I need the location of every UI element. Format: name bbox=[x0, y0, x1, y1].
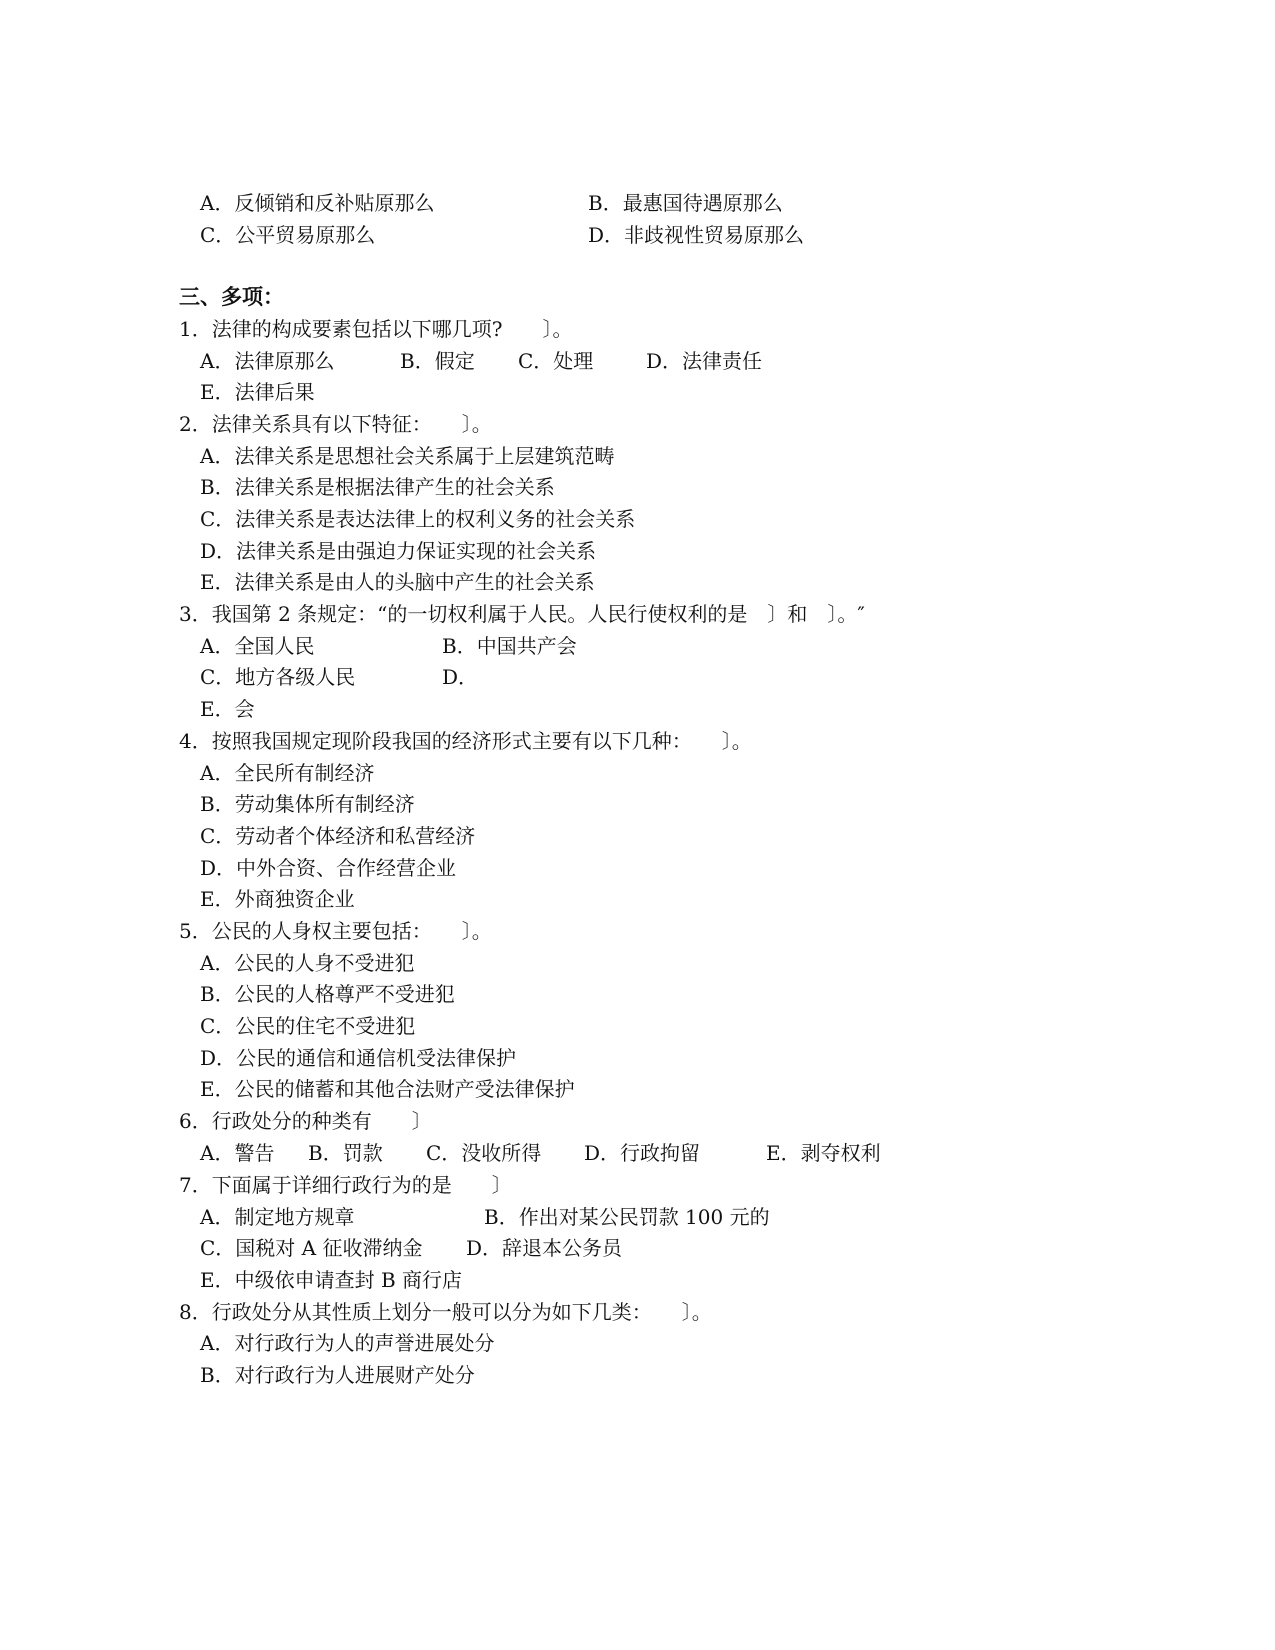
question-8-option-a: A．对行政行为人的声誉进展处分 bbox=[200, 1331, 495, 1355]
question-1-option-b: B．假定 bbox=[400, 349, 475, 373]
question-6-option-c: C．没收所得 bbox=[426, 1141, 542, 1165]
question-4-option-b: B．劳动集体所有制经济 bbox=[200, 792, 415, 816]
question-1-option-d: D．法律责任 bbox=[646, 349, 763, 373]
question-8-stem: 8．行政处分从其性质上划分一般可以分为如下几类： 〕。 bbox=[179, 1300, 712, 1324]
prev-option-b: B．最惠国待遇原那么 bbox=[588, 191, 783, 215]
section-title: 三、多项： bbox=[179, 284, 284, 309]
question-6-stem: 6．行政处分的种类有 〕 bbox=[179, 1109, 432, 1133]
question-7-option-c: C．国税对 A 征收滞纳金 bbox=[200, 1236, 423, 1260]
question-1-option-a: A．法律原那么 bbox=[200, 349, 335, 373]
question-1-option-e: E．法律后果 bbox=[200, 380, 315, 404]
question-6-option-a: A．警告 bbox=[200, 1141, 275, 1165]
question-7-option-b: B．作出对某公民罚款 100 元的 bbox=[484, 1205, 770, 1229]
question-8-option-b: B．对行政行为人进展财产处分 bbox=[200, 1363, 475, 1387]
question-6-option-d: D．行政拘留 bbox=[584, 1141, 701, 1165]
question-5-stem: 5．公民的人身权主要包括： 〕。 bbox=[179, 919, 492, 943]
question-2-option-d: D．法律关系是由强迫力保证实现的社会关系 bbox=[200, 539, 597, 563]
question-3-option-e: E．会 bbox=[200, 697, 255, 721]
question-2-option-b: B．法律关系是根据法律产生的社会关系 bbox=[200, 475, 555, 499]
question-4-option-a: A．全民所有制经济 bbox=[200, 761, 375, 785]
question-2-option-e: E．法律关系是由人的头脑中产生的社会关系 bbox=[200, 570, 595, 594]
question-2-option-c: C．法律关系是表达法律上的权利义务的社会关系 bbox=[200, 507, 636, 531]
question-3-option-b: B．中国共产会 bbox=[442, 634, 577, 658]
question-3-option-a: A．全国人民 bbox=[200, 634, 315, 658]
question-3-option-c: C．地方各级人民 bbox=[200, 665, 356, 689]
question-4-option-e: E．外商独资企业 bbox=[200, 887, 355, 911]
question-5-option-c: C．公民的住宅不受进犯 bbox=[200, 1014, 416, 1038]
question-4-option-d: D．中外合资、合作经营企业 bbox=[200, 856, 457, 880]
question-2-option-a: A．法律关系是思想社会关系属于上层建筑范畴 bbox=[200, 444, 615, 468]
question-1-option-c: C．处理 bbox=[518, 349, 594, 373]
question-5-option-b: B．公民的人格尊严不受进犯 bbox=[200, 982, 455, 1006]
question-5-option-e: E．公民的储蓄和其他合法财产受法律保护 bbox=[200, 1077, 575, 1101]
question-5-option-a: A．公民的人身不受进犯 bbox=[200, 951, 415, 975]
question-7-option-d: D．辞退本公务员 bbox=[466, 1236, 623, 1260]
question-6-option-b: B．罚款 bbox=[308, 1141, 383, 1165]
question-7-stem: 7．下面属于详细行政行为的是 〕 bbox=[179, 1173, 512, 1197]
question-4-stem: 4．按照我国规定现阶段我国的经济形式主要有以下几种： 〕。 bbox=[179, 729, 752, 753]
question-1-stem: 1．法律的构成要素包括以下哪几项? 〕。 bbox=[179, 317, 573, 341]
prev-option-d: D．非歧视性贸易原那么 bbox=[588, 223, 805, 247]
prev-option-a: A．反倾销和反补贴原那么 bbox=[200, 191, 435, 215]
question-5-option-d: D．公民的通信和通信机受法律保护 bbox=[200, 1046, 517, 1070]
prev-option-c: C．公平贸易原那么 bbox=[200, 223, 376, 247]
question-2-stem: 2．法律关系具有以下特征： 〕。 bbox=[179, 412, 492, 436]
question-4-option-c: C．劳动者个体经济和私营经济 bbox=[200, 824, 476, 848]
question-3-option-d: D． bbox=[442, 665, 479, 689]
question-3-stem: 3．我国第 2 条规定：“的一切权利属于人民。人民行使权利的是 〕和 〕。″ bbox=[179, 602, 865, 626]
question-6-option-e: E．剥夺权利 bbox=[766, 1141, 881, 1165]
question-7-option-a: A．制定地方规章 bbox=[200, 1205, 355, 1229]
question-7-option-e: E．中级依申请查封 B 商行店 bbox=[200, 1268, 463, 1292]
